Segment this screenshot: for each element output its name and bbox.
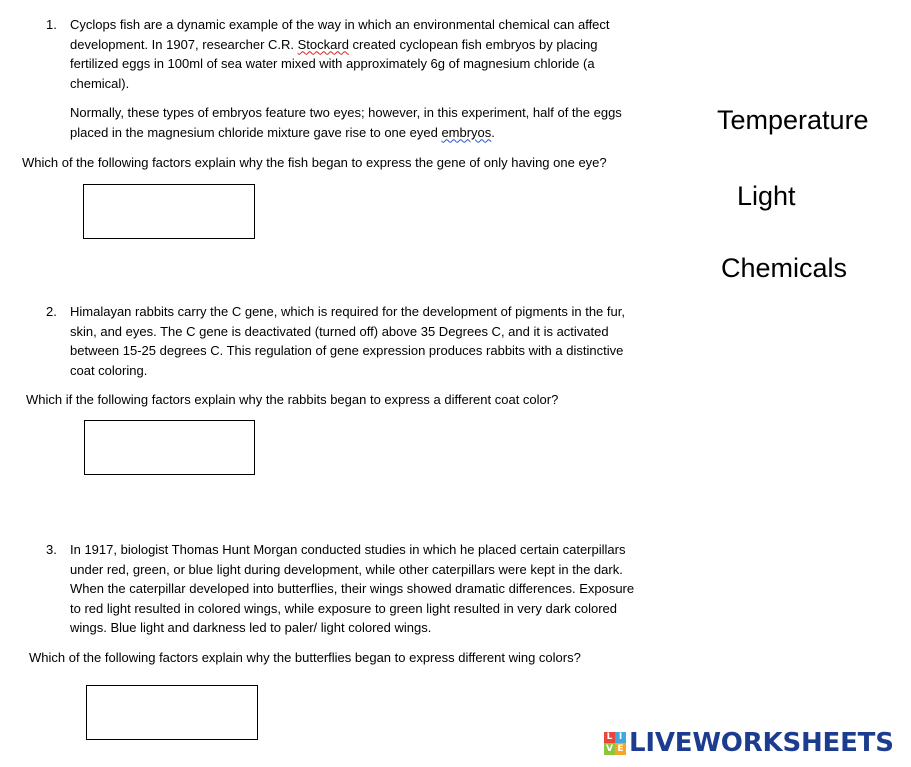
option-temperature[interactable]: Temperature <box>717 105 869 135</box>
question-2-prompt: Which if the following factors explain why the rabbits began to express a different coat color? <box>26 392 559 407</box>
question-3-prompt: Which of the following factors explain why the butterflies began to express different wing colors? <box>29 650 581 665</box>
question-1-prompt: Which of the following factors explain why the fish began to express the gene of only having one eye? <box>22 155 607 170</box>
liveworksheets-mark-icon <box>604 732 626 755</box>
option-light[interactable]: Light <box>737 181 796 211</box>
logo-mark-letter: L <box>604 732 615 744</box>
answer-box-3[interactable] <box>86 685 258 740</box>
liveworksheets-logo <box>604 728 894 758</box>
spellcheck-flagged-word: Stockard <box>297 36 349 52</box>
logo-mark-letter: V <box>604 743 615 755</box>
logo-wordmark: LIVEWORKSHEETS <box>629 728 894 758</box>
paragraph-text: . <box>491 124 495 140</box>
paragraph-text: Cyclops fish are a dynamic example of the way in which an environmental chemical can affect development. In 1907, researcher C.R. <box>70 17 610 52</box>
question-3-paragraph: In 1917, biologist Thomas Hunt Morgan conducted studies in which he placed certain caterpillars under red, green, or blue light during development, while other caterpillars were kept in the dark. When the caterpillar developed into butterflies, their wings showed dramatic differences. Exposure to red light resulted in colored wings, while exposure to green light resulted in very dark colored wings. Blue light and darkness led to paler/ light colored wings. <box>70 542 635 635</box>
question-2-number: 2. <box>46 304 57 319</box>
question-1-number: 1. <box>46 17 57 32</box>
option-chemicals[interactable]: Chemicals <box>721 253 848 283</box>
question-3-number: 3. <box>46 542 57 557</box>
logo-mark-letter: E <box>615 743 626 755</box>
question-1-paragraph-1 <box>70 15 642 93</box>
question-2-paragraph: Himalayan rabbits carry the C gene, which is required for the development of pigments in the fur, skin, and eyes. The C gene is deactivated (turned off) above 35 Degrees C, and it is activated between 15-25 degrees C. This regulation of gene expression produces rabbits with a distinctive coat coloring. <box>70 304 625 378</box>
logo-mark-letter: I <box>615 732 626 744</box>
grammar-flagged-word: embryos <box>441 124 492 140</box>
paragraph-text: Normally, these types of embryos feature two eyes; however, in this experiment, half of the eggs placed in the magnesium chloride mixture gave rise to one eyed <box>70 105 622 140</box>
question-1-paragraph-2 <box>70 103 642 142</box>
answer-box-2[interactable] <box>84 420 255 475</box>
answer-box-1[interactable] <box>83 184 255 239</box>
paragraph-text: created cyclopean fish embryos by placing fertilized eggs in 100ml of sea water mixed with approximately 6g of magnesium chloride (a chemical). <box>70 36 598 91</box>
